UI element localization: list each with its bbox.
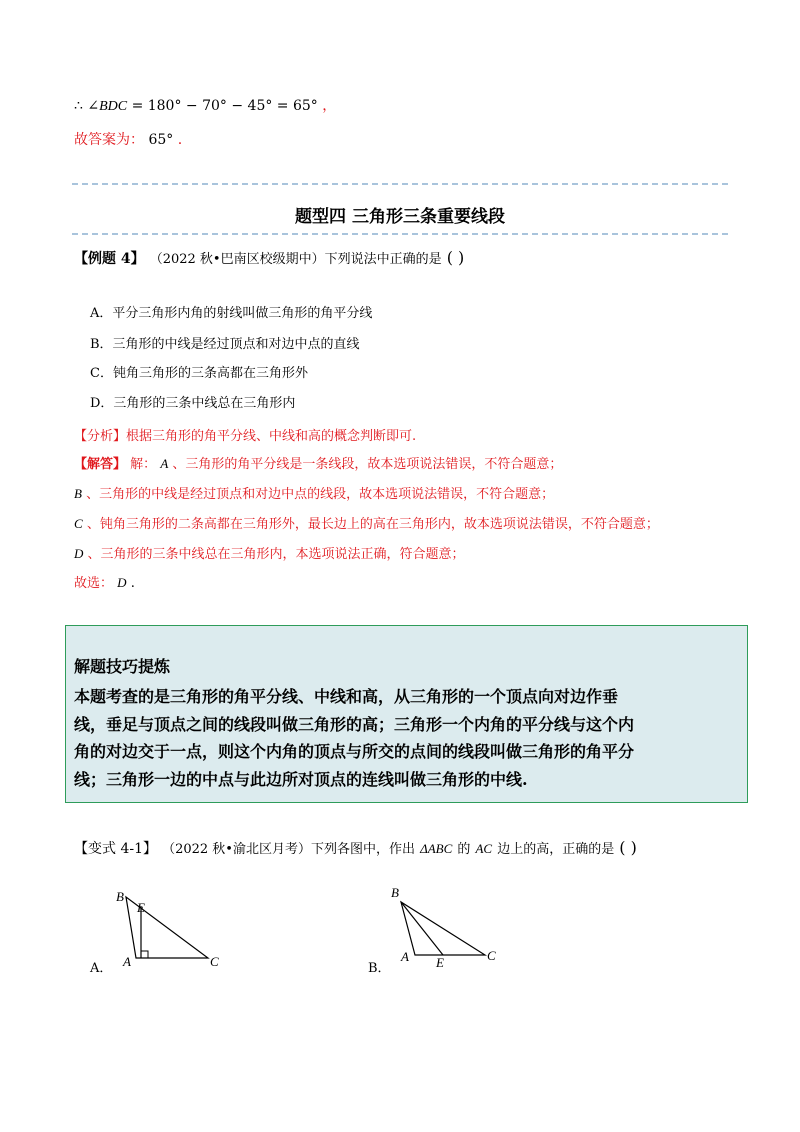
label-b: B — [116, 889, 124, 904]
right-angle-mark — [141, 951, 148, 958]
variant-tag: 【变式 4-1】 — [74, 841, 157, 857]
variant-question — [74, 838, 637, 858]
solution-text-b: 、三角形的中线是经过顶点和对边中点的线段，故本选项说法错误，不符合题意； — [86, 487, 555, 502]
choice-letter: D — [117, 575, 127, 590]
example4-question — [74, 248, 464, 268]
segment-be — [401, 902, 443, 955]
triangle-b — [401, 902, 485, 955]
label-a: A — [401, 949, 409, 964]
tip-line: 线，垂足与顶点之间的线段叫做三角形的高；三角形一个内角的平分线与这个内 — [74, 714, 635, 734]
variant-blank: ( ) — [619, 838, 637, 857]
triangle-abc: ΔABC — [420, 841, 453, 856]
section-title: 题型四 三角形三条重要线段 — [295, 207, 505, 227]
side-ac: AC — [475, 841, 493, 856]
label-e: E — [436, 955, 444, 970]
choice-prefix: 故选： — [74, 576, 114, 591]
choice-tail: . — [130, 576, 135, 591]
solution-tag: 【解答】 — [74, 457, 127, 472]
formula-rhs: = 180° − 70° − 45° = 65° — [131, 98, 318, 114]
answer-blank: ( ) — [446, 248, 465, 267]
solution-line-d — [74, 543, 465, 562]
solution-line-b — [74, 483, 554, 502]
therefore-symbol: ∴ — [74, 98, 83, 114]
tip-body — [74, 683, 734, 793]
variant-mid1: 的 — [457, 842, 471, 857]
label-e: E — [137, 900, 145, 915]
example4-tag: 【例题 4】 — [74, 251, 145, 267]
figure-a-option: A． — [90, 961, 113, 976]
label-b: B — [391, 885, 399, 900]
solution-text-d: 、三角形的三条中线总在三角形内，本选项说法正确，符合题意； — [87, 547, 465, 562]
solution-letter-c: C — [74, 516, 83, 531]
answer-prefix: 故答案为： — [74, 132, 144, 148]
bottom-divider — [72, 233, 728, 235]
solution-letter-b: B — [74, 486, 82, 501]
tip-line: 线；三角形一边的中点与此边所对顶点的连线叫做三角形的中线. — [74, 769, 528, 789]
tip-title: 解题技巧提炼 — [74, 657, 171, 676]
answer-line — [74, 129, 182, 149]
solution-letter-d: D — [74, 546, 84, 561]
analysis-line: 【分析】根据三角形的角平分线、中线和高的概念判断即可. — [74, 429, 417, 444]
choice-line — [74, 572, 135, 591]
angle-bdc: ∠BDC — [87, 99, 128, 114]
formula-line — [74, 95, 336, 115]
variant-source: （2022 秋•渝北区月考）下列各图中，作出 — [162, 842, 415, 857]
label-c: C — [210, 954, 219, 969]
solution-prefix: 解： — [130, 457, 157, 472]
option-b: B．三角形的中线是经过顶点和对边中点的直线 — [90, 337, 360, 352]
option-c: C．钝角三角形的三条高都在三角形外 — [90, 366, 308, 381]
figure-b-option: B． — [368, 961, 391, 976]
tip-line: 角的对边交于一点，则这个内角的顶点与所交的点间的线段叫做三角形的角平分 — [74, 742, 635, 761]
answer-value: 65° — [148, 132, 174, 148]
option-a: A．平分三角形内角的射线叫做三角形的角平分线 — [90, 306, 373, 321]
option-d: D．三角形的三条中线总在三角形内 — [90, 396, 296, 411]
solution-text-a: 、三角形的角平分线是一条线段，故本选项说法错误，不符合题意； — [172, 457, 563, 472]
answer-tail: . — [177, 132, 183, 148]
solution-line-a — [74, 453, 562, 472]
figure-b-diagram — [385, 880, 515, 970]
solution-letter-a: A — [160, 456, 169, 471]
example4-source: （2022 秋•巴南区校级期中）下列说法中正确的是 — [149, 252, 442, 267]
tip-line: 本题考查的是三角形的角平分线、中线和高，从三角形的一个顶点向对边作垂 — [74, 687, 619, 706]
formula-tail: ， — [322, 98, 337, 114]
variant-mid2: 边上的高，正确的是 — [497, 842, 615, 857]
label-a: A — [123, 954, 131, 969]
figure-a-diagram — [110, 885, 230, 975]
solution-text-c: 、钝角三角形的二条高都在三角形外，最长边上的高在三角形内，故本选项说法错误，不符合题意； — [86, 517, 659, 532]
top-divider — [72, 183, 728, 185]
solution-line-c — [74, 513, 659, 532]
label-c: C — [487, 948, 496, 963]
